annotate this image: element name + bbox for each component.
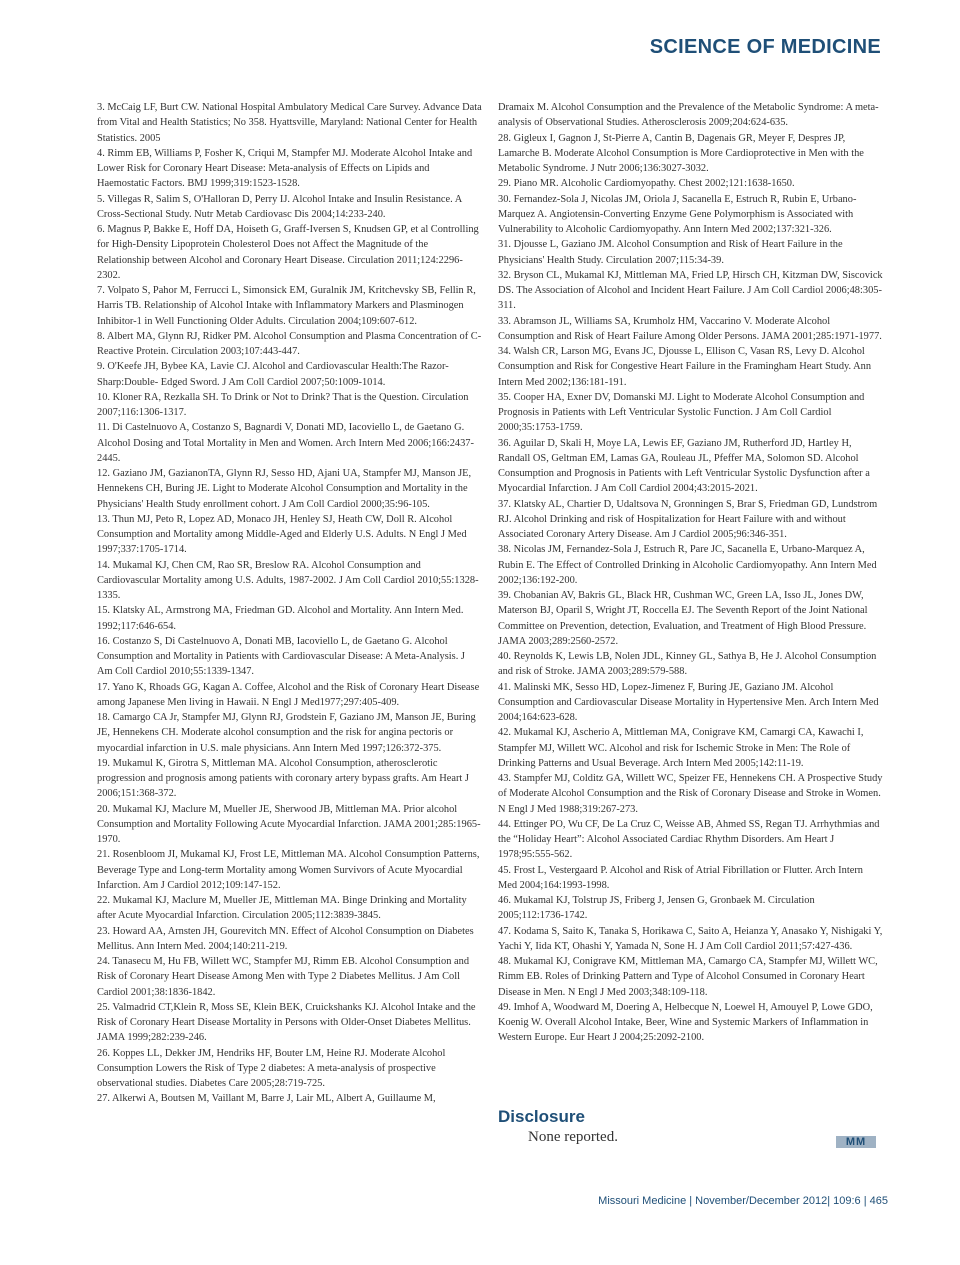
reference-item: 38. Nicolas JM, Fernandez-Sola J, Estruch R, Pare JC, Sacanella E, Urbano-Marquez A, Rubin E. The Effect of Controlled Drinking in Alcoholic Cardiomyopathy. Ann Intern Med 2002;136:192-200. [498, 544, 877, 586]
reference-item: 45. Frost L, Vestergaard P. Alcohol and Risk of Atrial Fibrillation or Flutter. Arch Intern Med 2004;164:1993-1998. [498, 864, 863, 891]
reference-item: 43. Stampfer MJ, Colditz GA, Willett WC, Speizer FE, Hennekens CH. A Prospective Study of Moderate Alcohol Consumption and the Risk of Coronary Disease and Stroke in Women. N Engl J Med 1988;319:267-273. [498, 773, 883, 815]
reference-item: 30. Fernandez-Sola J, Nicolas JM, Oriola J, Sacanella E, Estruch R, Rubin E, Urbano-Marquez A. Angiotensin-Converting Enzyme Gene Polymorphism is Associated with Vulnerability to Alcoholic Cardiomyopathy. Ann Intern Med 2002;137:321-326. [498, 193, 857, 235]
reference-item: 24. Tanasecu M, Hu FB, Willett WC, Stampfer MJ, Rimm EB. Alcohol Consumption and Risk of Coronary Heart Disease Among Men with Type 2 Diabetes Mellitus. J Am Coll Cardiol 2001;38:1836-1842. [97, 956, 470, 998]
reference-item: 4. Rimm EB, Williams P, Fosher K, Criqui M, Stampfer MJ. Moderate Alcohol Intake and Lower Risk for Coronary Heart Disease: Meta-analysis of Effects on Lipids and Haemostatic Factors. BMJ 1999;319:1523-1528. [97, 147, 473, 190]
reference-item: 34. Walsh CR, Larson MG, Evans JC, Djousse L, Ellison C, Vasan RS, Levy D. Alcohol Consumption and Risk for Congestive Heart Failure in the Framingham Heart Study. Ann Intern Med 2002;136:181-191. [498, 346, 872, 388]
reference-item: 33. Abramson JL, Williams SA, Krumholz HM, Vaccarino V. Moderate Alcohol Consumption and Risk of Heart Failure Among Older Persons. JAMA 2001;285:1971-1977. [498, 315, 882, 342]
reference-item: 14. Mukamal KJ, Chen CM, Rao SR, Breslow RA. Alcohol Consumption and Cardiovascular Mortality among U.S. Adults, 1987-2002. J Am Coll Cardiol 2010;55:1328-1335. [97, 559, 479, 601]
reference-item: 19. Mukamul K, Girotra S, Mittleman MA. Alcohol Consumption, atherosclerotic progression and prognosis among patients with coronary artery bypass grafts. Am Heart J 2006;151:368-372. [97, 757, 469, 800]
reference-item: 18. Camargo CA Jr, Stampfer MJ, Glynn RJ, Grodstein F, Gaziano JM, Manson JE, Buring JE, Hennekens CH. Moderate alcohol consumption and the risk for angina pectoris or myocardial infarction in U.S. male physicians. Ann Intern Med 1997;126:372-375. [97, 712, 476, 754]
reference-item: 15. Klatsky AL, Armstrong MA, Friedman GD. Alcohol and Mortality. Ann Intern Med. 1992;117:646-654. [97, 605, 464, 632]
reference-item: 8. Albert MA, Glynn RJ, Ridker PM. Alcohol Consumption and Plasma Concentration of C-Reactive Protein. Circulation 2003;107:443-447. [97, 330, 482, 357]
reference-item: 3. McCaig LF, Burt CW. National Hospital Ambulatory Medical Care Survey. Advance Data from Vital and Health Statistics; No 358. Hyattsville, Maryland: National Center for Health Statistics. 2005 [97, 102, 482, 144]
reference-item: 40. Reynolds K, Lewis LB, Nolen JDL, Kinney GL, Sathya B, He J. Alcohol Consumption and risk of Stroke. JAMA 2003;289:579-588. [498, 651, 877, 678]
reference-item: 31. Djousse L, Gaziano JM. Alcohol Consumption and Risk of Heart Failure in the Physicians' Health Study. Circulation 2007;115:34-39. [498, 239, 843, 266]
reference-item: 26. Koppes LL, Dekker JM, Hendriks HF, Bouter LM, Heine RJ. Moderate Alcohol Consumption Lowers the Risk of Type 2 diabetes: A meta-analysis of prospective observational studies. Diabetes Care 2005;28:719-725. [97, 1047, 446, 1089]
reference-item: 21. Rosenbloom JI, Mukamal KJ, Frost LE, Mittleman MA. Alcohol Consumption Patterns, Beverage Type and Long-term Mortality among Women Survivors of Acute Myocardial Infarction. Am J Cardiol 2012;109:147-152. [97, 849, 480, 891]
reference-item: 27. Alkerwi A, Boutsen M, Vaillant M, Barre J, Lair ML, Albert A, Guillaume M, [97, 1093, 436, 1105]
disclosure-text: None reported. [528, 1129, 618, 1145]
disclosure-heading: Disclosure [498, 1107, 585, 1126]
reference-item: 36. Aguilar D, Skali H, Moye LA, Lewis EF, Gaziano JM, Rutherford JD, Hartley H, Randall OS, Geltman EM, Lamas GA, Rouleau JL, Pfeffer MA, Solomon SD. Alcohol Consumption and Prognosis in Patients with Left Ventricular Systolic Dysfunction after a Myocardial Infarction. J Am Coll Cardiol 2004;43:2015-2021. [498, 437, 870, 495]
reference-item: 39. Chobanian AV, Bakris GL, Black HR, Cushman WC, Green LA, Isso JL, Jones DW, Materson BJ, Oparil S, Wright JT, Roccella EJ. The Seventh Report of the Joint National Committee on Prevention, detection, Evaluation, and Treatment of High Blood Pressure. JAMA 2003;289:2560-2572. [498, 590, 868, 647]
reference-item: 47. Kodama S, Saito K, Tanaka S, Horikawa C, Saito A, Heianza Y, Anasako Y, Nishigaki Y, Yachi Y, Iida KT, Ohashi Y, Yamada N, Sone H. J Am Coll Cardiol 2011;57:427-436. [498, 925, 883, 952]
reference-item: 37. Klatsky AL, Chartier D, Udaltsova N, Gronningen S, Brar S, Friedman GD, Lundstrom RJ. Alcohol Drinking and risk of Hospitalization for Heart Failure with and without Associated Coronary Artery Disease. Am J Cardiol 2005;96:346-351. [498, 498, 878, 540]
reference-item: 29. Piano MR. Alcoholic Cardiomyopathy. Chest 2002;121:1638-1650. [498, 178, 795, 190]
reference-item: 17. Yano K, Rhoads GG, Kagan A. Coffee, Alcohol and the Risk of Coronary Heart Disease among Japanese Men living in Hawaii. N Engl J Med1977;297:405-409. [97, 681, 480, 708]
reference-item: 16. Costanzo S, Di Castelnuovo A, Donati MB, Iacoviello L, de Gaetano G. Alcohol Consumption and Mortality in Patients with Cardiovascular Disease: A Meta-Analysis. J Am Coll Cardiol 2010;55:1339-1347. [97, 635, 465, 678]
reference-item: 44. Ettinger PO, Wu CF, De La Cruz C, Weisse AB, Ahmed SS, Regan TJ. Arrhythmias and the “Holiday Heart”: Alcohol Associated Cardiac Rhythm Disorders. Am Heart J 1978;95:555-562. [498, 818, 880, 861]
reference-item: 28. Gigleux I, Gagnon J, St-Pierre A, Cantin B, Dagenais GR, Meyer F, Despres JP, Lamarche B. Moderate Alcohol Consumption is More Cardioprotective in Men with the Metabolic Syndrome. J Nutr 2006;136:3027-3032. [498, 132, 864, 174]
reference-item: 6. Magnus P, Bakke E, Hoff DA, Hoiseth G, Graff-Iversen S, Knudsen GP, et al Controlling for High-Density Lipoprotein Cholesterol Does not Affect the Magnitude of the Relationship between Alcohol and Coronary Heart Disease. Circulation 2011;124:2296-2302. [97, 224, 479, 281]
missouri-medicine-logo: MM [836, 1136, 876, 1148]
reference-item: 42. Mukamal KJ, Ascherio A, Mittleman MA, Conigrave KM, Camargi CA, Kawachi I, Stampfer MJ, Willett WC. Alcohol and risk for Ischemic Stroke in Men: The Role of Drinking Patterns and Usual Beverage. Arch Intern Med 2005;142:11-19. [498, 727, 864, 769]
reference-item: 10. Kloner RA, Rezkalla SH. To Drink or Not to Drink? That is the Question. Circulation 2007;116:1306-1317. [97, 391, 469, 418]
reference-item: 22. Mukamal KJ, Maclure M, Mueller JE, Mittleman MA. Binge Drinking and Mortality after Acute Myocardial Infarction. Circulation 2005;112:3839-3845. [97, 895, 467, 922]
reference-item: 32. Bryson CL, Mukamal KJ, Mittleman MA, Fried LP, Hirsch CH, Kitzman DW, Siscovick DS. The Association of Alcohol and Incident Heart Failure. J Am Coll Cardiol 2006;48:305-311. [498, 269, 883, 312]
reference-item: 11. Di Castelnuovo A, Costanzo S, Bagnardi V, Donati MD, Iacoviello L, de Gaetano G. Alcohol Dosing and Total Mortality in Men and Women. Arch Intern Med 2006;166:2437-2445. [97, 422, 474, 464]
reference-item: 5. Villegas R, Salim S, O'Halloran D, Perry IJ. Alcohol Intake and Insulin Resistance. A Cross-Sectional Study. Nutr Metab Cardiovasc Dis 2004;14:233-240. [97, 193, 462, 220]
page-footer: Missouri Medicine | November/December 2012| 109:6 | 465 [598, 1195, 888, 1207]
reference-item: 41. Malinski MK, Sesso HD, Lopez-Jimenez F, Buring JE, Gaziano JM. Alcohol Consumption and Cardiovascular Disease Mortality in Hypertensive Men. Arch Intern Med 2004;164:623-628. [498, 681, 879, 723]
reference-item: Dramaix M. Alcohol Consumption and the Prevalence of the Metabolic Syndrome: A meta-analysis of Observational Studies. Atherosclerosis 2009;204:624-635. [498, 102, 879, 129]
reference-item: 49. Imhof A, Woodward M, Doering A, Helbecque N, Loewel H, Amouyel P, Lowe GDO, Koenig W. Overall Alcohol Intake, Beer, Wine and Systemic Markers of Inflammation in Western Europe. Eur Heart J 2004;25:2092-2100. [498, 1001, 873, 1044]
references-left-column [97, 100, 482, 1107]
section-title: SCIENCE OF MEDICINE [649, 36, 881, 58]
reference-item: 23. Howard AA, Arnsten JH, Gourevitch MN. Effect of Alcohol Consumption on Diabetes Mellitus. Ann Intern Med. 2004;140:211-219. [97, 925, 474, 952]
reference-item: 48. Mukamal KJ, Conigrave KM, Mittleman MA, Camargo CA, Stampfer MJ, Willett WC, Rimm EB. Roles of Drinking Pattern and Type of Alcohol Consumed in Coronary Heart Disease in Men. N Engl J Med 2003;348:109-118. [498, 956, 878, 998]
reference-item: 7. Volpato S, Pahor M, Ferrucci L, Simonsick EM, Guralnik JM, Kritchevsky SB, Fellin R, Harris TB. Relationship of Alcohol Intake with Inflammatory Markers and Plasminogen Inhibitor-1 in Well Functioning Older Adults. Circulation 2004;109:607-612. [97, 285, 476, 327]
reference-item: 12. Gaziano JM, GazianonTA, Glynn RJ, Sesso HD, Ajani UA, Stampfer MJ, Manson JE, Hennekens CH, Buring JE. Light to Moderate Alcohol Consumption and Mortality in the Physicians' Health Study enrollment cohort. J Am Coll Cardiol 2000;35:96-105. [97, 468, 472, 510]
reference-item: 35. Cooper HA, Exner DV, Domanski MJ. Light to Moderate Alcohol Consumption and Prognosis in Patients with Left Ventricular Systolic Function. J Am Coll Cardiol 2000;35:1753-1759. [498, 391, 865, 434]
reference-item: 9. O'Keefe JH, Bybee KA, Lavie CJ. Alcohol and Cardiovascular Health:The Razor-Sharp:Double- Edged Sword. J Am Coll Cardiol 2007;50:1009-1014. [97, 361, 449, 388]
disclosure-section [498, 1107, 883, 1146]
reference-item: 13. Thun MJ, Peto R, Lopez AD, Monaco JH, Henley SJ, Heath CW, Doll R. Alcohol Consumption and Mortality among Middle-Aged and Elderly U.S. Adults. N Engl J Med 1997;337:1705-1714. [97, 513, 467, 556]
reference-item: 20. Mukamal KJ, Maclure M, Mueller JE, Sherwood JB, Mittleman MA. Prior alcohol Consumption and Mortality Following Acute Myocardial Infarction. JAMA 2001;285:1965-1970. [97, 803, 481, 845]
reference-item: 25. Valmadrid CT,Klein R, Moss SE, Klein BEK, Cruickshanks KJ. Alcohol Intake and the Risk of Coronary Heart Disease Mortality in Persons with Older-Onset Diabetes Mellitus. JAMA 1999;282:239-246. [97, 1001, 476, 1044]
reference-item: 46. Mukamal KJ, Tolstrup JS, Friberg J, Jensen G, Gronbaek M. Circulation 2005;112:1736-1742. [498, 895, 815, 922]
references-right-column [498, 100, 883, 1046]
